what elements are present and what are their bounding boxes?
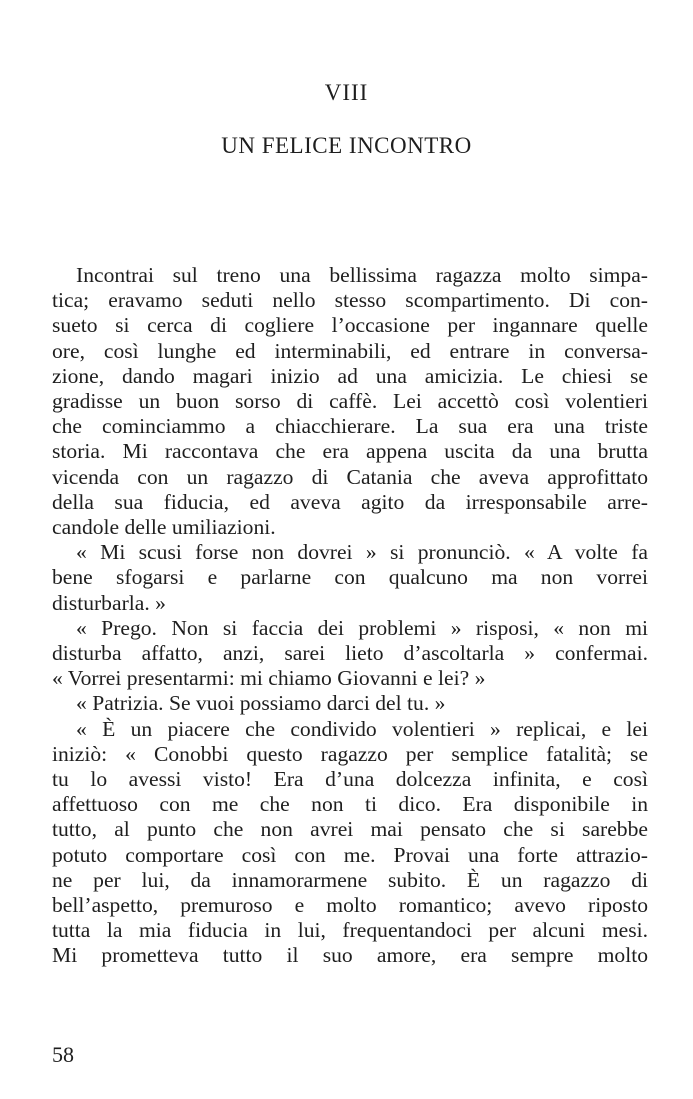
text-line: tica; eravamo seduti nello stesso scompartimento. Di con- xyxy=(52,288,648,313)
text-line: bene sfogarsi e parlarne con qualcuno ma non vorrei xyxy=(52,565,648,590)
body-text xyxy=(52,263,648,969)
text-line: Incontrai sul treno una bellissima ragazza molto simpa- xyxy=(76,263,648,287)
text-line: disturba affatto, anzi, sarei lieto d’ascoltarla » confermai. xyxy=(52,641,648,666)
text-line: vicenda con un ragazzo di Catania che aveva approfittato xyxy=(52,464,648,489)
page-number: 58 xyxy=(52,1042,74,1067)
text-line: della sua fiducia, ed aveva agito da irresponsabile arre- xyxy=(52,489,648,514)
text-line: « Patrizia. Se vuoi possiamo darci del tu. » xyxy=(76,691,446,716)
text-line: affettuoso con me che non ti dico. Era disponibile in xyxy=(52,792,648,817)
text-line: gradisse un buon sorso di caffè. Lei accettò così volentieri xyxy=(52,389,648,414)
text-line: iniziò: « Conobbi questo ragazzo per semplice fatalità; se xyxy=(52,741,648,766)
text-line: disturbarla. » xyxy=(52,590,166,615)
text-line: ore, così lunghe ed interminabili, ed entrare in conversa- xyxy=(52,338,648,363)
text-line: che cominciammo a chiacchierare. La sua era una triste xyxy=(52,414,648,439)
text-line: sueto si cerca di cogliere l’occasione per ingannare quelle xyxy=(52,313,648,338)
text-line: tutto, al punto che non avrei mai pensato che si sarebbe xyxy=(52,817,648,842)
text-line: Mi prometteva tutto il suo amore, era sempre molto xyxy=(52,943,648,968)
text-line: tutta la mia fiducia in lui, frequentandoci per alcuni mesi. xyxy=(52,918,648,943)
text-line: zione, dando magari inizio ad una amicizia. Le chiesi se xyxy=(52,363,648,388)
text-line: candole delle umiliazioni. xyxy=(52,515,276,540)
text-line: « Vorrei presentarmi: mi chiamo Giovanni e lei? » xyxy=(52,666,486,691)
text-line: bell’aspetto, premuroso e molto romantico; avevo riposto xyxy=(52,893,648,918)
text-line: « Mi scusi forse non dovrei » si pronunciò. « A volte fa xyxy=(76,540,648,565)
text-line: storia. Mi raccontava che era appena uscita da una brutta xyxy=(52,439,648,464)
text-line: « È un piacere che condivido volentieri » replicai, e lei xyxy=(76,716,648,741)
text-line: potuto comportare così con me. Provai una forte attrazio- xyxy=(52,842,648,867)
text-line: tu lo avessi visto! Era d’una dolcezza infinita, e così xyxy=(52,767,648,792)
text-line: ne per lui, da innamorarmene subito. È un ragazzo di xyxy=(52,867,648,892)
chapter-title: UN FELICE INCONTRO xyxy=(221,133,472,158)
text-line: « Prego. Non si faccia dei problemi » risposi, « non mi xyxy=(76,615,648,640)
chapter-number: VIII xyxy=(324,80,369,105)
